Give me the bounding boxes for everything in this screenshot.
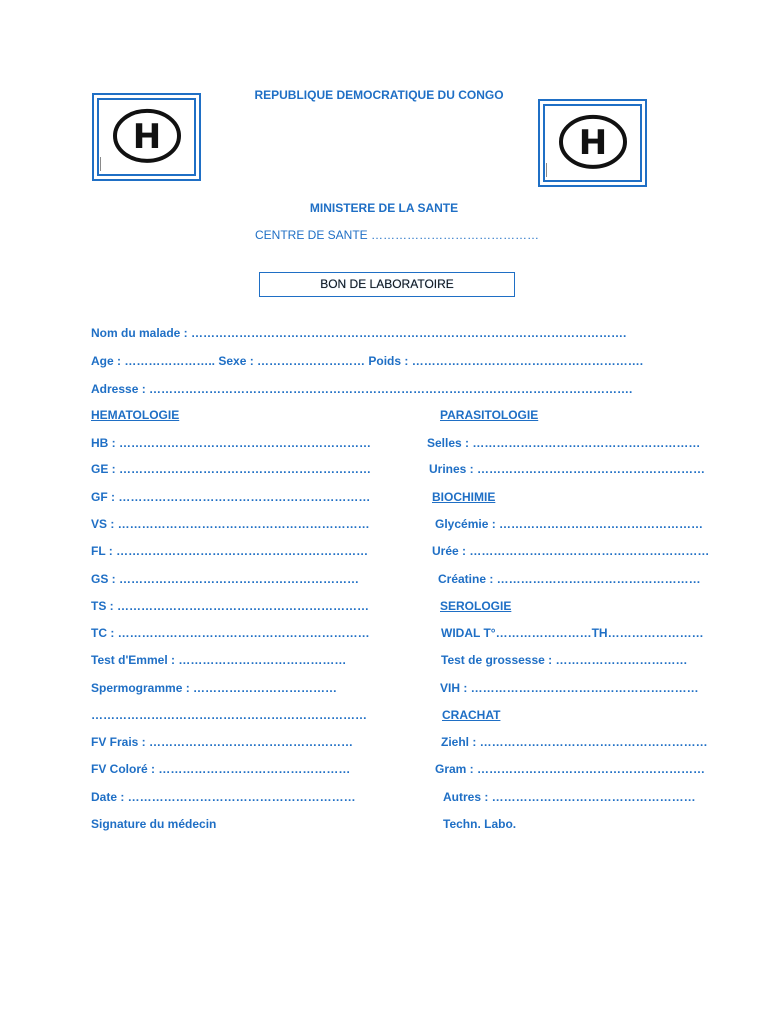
hospital-logo-left	[92, 93, 201, 181]
ministry-heading: MINISTERE DE LA SANTE	[309, 201, 459, 215]
test-emmel-field[interactable]: Test d'Emmel : ……………………………………	[91, 653, 347, 667]
patient-name-field[interactable]: Nom du malade : ……………………………………………………………………………………………….	[91, 326, 627, 340]
vs-field[interactable]: VS : ………………………………………………………	[91, 517, 370, 531]
form-title: BON DE LABORATOIRE	[259, 272, 515, 297]
gram-field[interactable]: Gram : …………………………………………………	[435, 762, 706, 776]
hospital-logo-right	[538, 99, 647, 187]
urines-field[interactable]: Urines : …………………………………………………	[429, 462, 706, 476]
section-crachat: CRACHAT	[442, 708, 501, 722]
signature-medecin-label: Signature du médecin	[91, 817, 217, 831]
svg-text:H: H	[132, 116, 161, 157]
svg-text:H: H	[578, 122, 607, 163]
autres-field[interactable]: Autres : ……………………………………………	[443, 790, 696, 804]
centre-field[interactable]: CENTRE DE SANTE ……………………………………	[255, 228, 540, 242]
test-grossesse-field[interactable]: Test de grossesse : ……………………………	[441, 653, 688, 667]
selles-field[interactable]: Selles : …………………………………………………	[427, 436, 701, 450]
republic-heading: REPUBLIQUE DEMOCRATIQUE DU CONGO	[254, 88, 504, 102]
hospital-h-icon	[112, 108, 182, 164]
section-biochimie: BIOCHIMIE	[432, 490, 496, 504]
tc-field[interactable]: TC : ………………………………………………………	[91, 626, 370, 640]
widal-field[interactable]: WIDAL T°……………………TH……………………	[441, 626, 704, 640]
ziehl-field[interactable]: Ziehl : …………………………………………………	[441, 735, 708, 749]
creatine-field[interactable]: Créatine : ……………………………………………	[438, 572, 701, 586]
ge-field[interactable]: GE : ………………………………………………………	[91, 462, 372, 476]
fv-colore-field[interactable]: FV Coloré : …………………………………………	[91, 762, 351, 776]
ts-field[interactable]: TS : ………………………………………………………	[91, 599, 369, 613]
uree-field[interactable]: Urée : ……………………………………………………	[432, 544, 710, 558]
glycemie-field[interactable]: Glycémie : ……………………………………………	[435, 517, 704, 531]
fv-frais-field[interactable]: FV Frais : ……………………………………………	[91, 735, 354, 749]
fl-field[interactable]: FL : ………………………………………………………	[91, 544, 369, 558]
date-field[interactable]: Date : …………………………………………………	[91, 790, 356, 804]
section-parasitologie: PARASITOLOGIE	[440, 408, 539, 422]
gs-field[interactable]: GS : ……………………………………………………	[91, 572, 360, 586]
vih-field[interactable]: VIH : …………………………………………………	[440, 681, 699, 695]
hb-field[interactable]: HB : ………………………………………………………	[91, 436, 371, 450]
section-hematologie: HEMATOLOGIE	[91, 408, 180, 422]
gf-field[interactable]: GF : ………………………………………………………	[91, 490, 371, 504]
blank-field[interactable]: ……………………………………………………………	[91, 708, 367, 722]
age-sex-weight-field[interactable]: Age : ………………….. Sexe : ……………………… Poids : ………………………………………………….	[91, 354, 644, 368]
hospital-h-icon	[558, 114, 628, 170]
section-serologie: SEROLOGIE	[440, 599, 512, 613]
spermogramme-field[interactable]: Spermogramme : ………………………………	[91, 681, 338, 695]
address-field[interactable]: Adresse : ………………………………………………………………………………………………………….	[91, 382, 633, 396]
techn-labo-label: Techn. Labo.	[443, 817, 517, 831]
